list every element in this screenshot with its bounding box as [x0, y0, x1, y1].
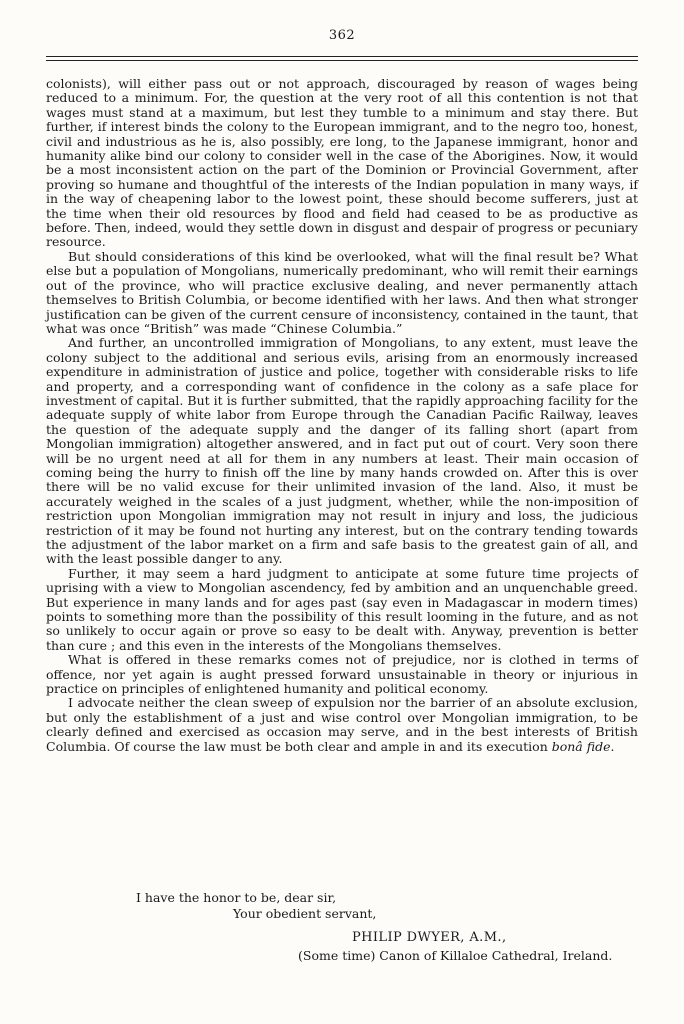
paragraph-final [46, 696, 638, 754]
signature-name: PHILIP DWYER, A.M., [352, 930, 507, 945]
page-number: 362 [328, 28, 356, 43]
paragraph-tail: . [610, 738, 615, 754]
paragraph: Further, it may seem a hard judgment to anticipate at some future time projects of uprising with a view to Mongolian ascendency, fed by ambition and an unquenchable greed. But experience in many lands and for ages past (say even in Madagascar in modern times) points to something more than the possibility of this result looming in the future, and as not so unlikely to occur again or prove so easy to be dealt with. Anyway, prevention is better than cure ; and this even in the interests of the Mongolians themselves. [46, 565, 638, 653]
paragraph: And further, an uncontrolled immigration of Mongolians, to any extent, must leave the colony subject to the additional and serious evils, arising from an enormously increased expenditure in administration of justice and police, together with considerable risks to life and property, and a corresponding want of confidence in the colony as a safe place for investment of capital. But it is further submitted, that the rapidly approaching facility for the adequate supply of white labor from Europe through the Canadian Pacific Railway, leaves the question of the adequate supply and the danger of its falling short (apart from Mongolian immigration) altogether answered, and in fact put out of court. Very soon there will be no urgent need at all for them in any numbers at least. Their main occasion of coming being the hurry to finish off the line by many hands crowded on. After this is over there will be no valid excuse for their unlimited invasion of the land. Also, it must be accurately weighed in the scales of a just judgment, whether, while the non-imposition of restriction upon Mongolian immigration may not result in injury and loss, the judicious restriction of it may be found not hurting any interest, but on the contrary tending towards the adjustment of the labor market on a firm and safe basis to the greatest gain of all, and with the least possible danger to any. [46, 335, 638, 567]
header-rule-bottom [46, 60, 638, 61]
paragraph: colonists), will either pass out or not approach, discouraged by reason of wages being reduced to a minimum. For, the question at the very root of all this contention is not that wages must stand at a maximum, but lest they tumble to a minimum and stay there. But further, if interest binds the colony to the European immigrant, and to the negro too, honest, civil and industrious as he is, also possibly, ere long, to the Japanese immigrant, honor and humanity alike bind our colony to consider well in the case of the Aborigines. Now, it would be a most inconsistent action on the part of the Dominion or Provincial Government, after proving so humane and thoughtful of the interests of the Indian population in many ways, if in the way of cheapening labor to the lowest point, these should become sufferers, just at the time when their old resources by flood and field had ceased to be as productive as before. Then, indeed, would they settle down in disgust and despair of progress or pecuniary resource. [46, 76, 638, 250]
closing-salutation: I have the honor to be, dear sir, [136, 890, 337, 905]
header-rule-top [46, 56, 638, 57]
body-text [46, 77, 638, 754]
paragraph: What is offered in these remarks comes not of prejudice, nor is clothed in terms of offence, nor yet again is aught pressed forward unsustainable in theory or injurious in practice on principles of enlightened humanity and political economy. [46, 652, 638, 697]
paragraph: But should considerations of this kind be overlooked, what will the final result be? What else but a population of Mongolians, numerically predominant, who will remit their earnings out of the province, who will practice exclusive dealing, and never permanently attach themselves to British Columbia, or become identified with her laws. And then what stronger justification can be given of the current censure of inconsistency, contained in the taunt, that what was once “British” was made “Chinese Columbia.” [46, 248, 638, 336]
closing-valediction: Your obedient servant, [233, 906, 377, 921]
italic-phrase: bonâ fide [551, 738, 611, 754]
signature-title: (Some time) Canon of Killaloe Cathedral, Ireland. [298, 948, 613, 963]
paragraph-text: I advocate neither the clean sweep of expulsion nor the barrier of an absolute exclusion, but only the establishment of a just and wise control over Mongolian immigration, to be clearly defined and exercised as occasion may serve, and in the best interests of British Columbia. Of course the law must be both clear and ample in and its execution [46, 695, 638, 754]
